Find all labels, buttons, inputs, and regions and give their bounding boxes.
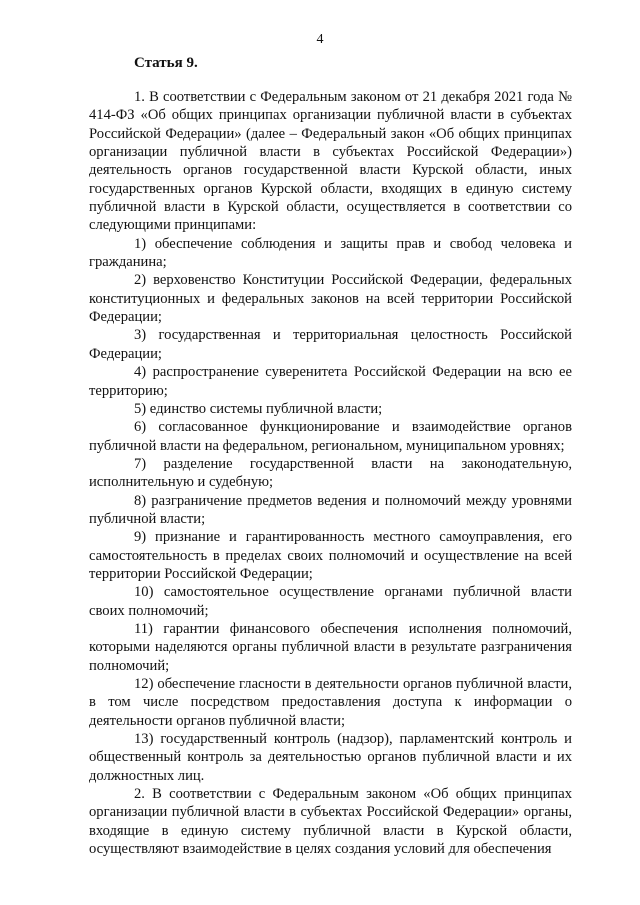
article-title: Статья 9. (134, 55, 198, 71)
principle-8: 8) разграничение предметов ведения и полномочий между уровнями публичной власти; (89, 492, 572, 527)
principle-13: 13) государственный контроль (надзор), парламентский контроль и общественный контроль за деятельностью органов публичной власти и их должностных лиц. (89, 731, 572, 784)
page-number: 4 (316, 32, 324, 47)
principle-12: 12) обеспечение гласности в деятельности органов публичной власти, в том числе посредством предоставления доступа к информации о деятельности органов публичной власти; (89, 676, 572, 729)
principle-6: 6) согласованное функционирование и взаимодействие органов публичной власти на федеральном, региональном, муниципальном уровнях; (89, 419, 572, 454)
principle-11: 11) гарантии финансового обеспечения исполнения полномочий, которыми наделяются органы публичной власти в результате разграничения полномочий; (89, 620, 572, 674)
principle-5: 5) единство системы публичной власти; (134, 400, 383, 417)
document-body (89, 88, 572, 858)
principle-7: 7) разделение государственной власти на законодательную, исполнительную и судебную; (89, 455, 572, 491)
paragraph-1: 1. В соответствии с Федеральным законом от 21 декабря 2021 года № 414-ФЗ «Об общих принципах организации публичной власти в субъектах Российской Федерации» (далее – Федеральный закон «Об общих принципах организации публичной власти в субъектах Российской Федерации») деятельность органов государственной власти Курской области, иных государственных органов Курской области, входящих в единую систему публичной власти в Курской области, осуществляется в соответствии со следующими принципами: (89, 89, 572, 234)
principle-10: 10) самостоятельное осуществление органами публичной власти своих полномочий; (89, 584, 572, 619)
principle-1: 1) обеспечение соблюдения и защиты прав и свобод человека и гражданина; (89, 235, 572, 271)
principle-9: 9) признание и гарантированность местного самоуправления, его самостоятельность в пределах своих полномочий и осуществление на всей территории Российской Федерации; (89, 529, 572, 582)
principle-4: 4) распространение суверенитета Российской Федерации на всю ее территорию; (89, 364, 572, 399)
principle-3: 3) государственная и территориальная целостность Российской Федерации; (89, 327, 572, 362)
paragraph-2: 2. В соответствии с Федеральным законом «Об общих принципах организации публичной власти в субъектах Российской Федерации» органы, входящие в единую систему публичной власти в Курской области, осуществляют взаимодействие в целях создания условий для обеспечения (89, 786, 572, 858)
principle-2: 2) верховенство Конституции Российской Федерации, федеральных конституционных и федеральных законов на всей территории Российской Федерации; (89, 272, 572, 326)
